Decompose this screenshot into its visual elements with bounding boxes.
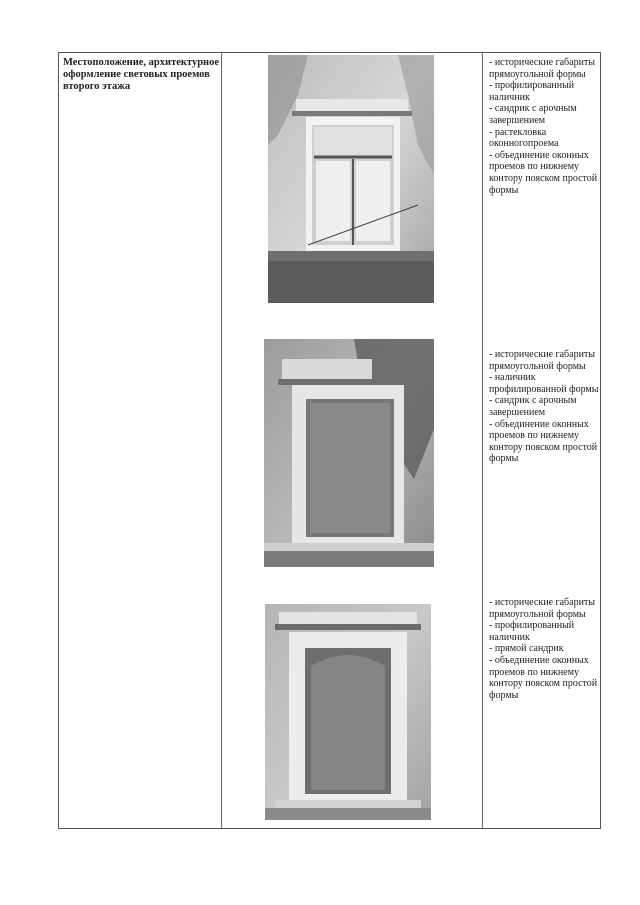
description-item: - растекловка оконногопроема <box>489 126 559 150</box>
description-item: - исторические габариты прямоугольной формы <box>489 597 596 620</box>
window-photo-3 <box>265 604 431 820</box>
column-divider-2 <box>482 53 483 828</box>
description-item: - сандрик с арочным завершением <box>489 103 577 126</box>
description-item: - наличник профилированной формы <box>489 372 599 395</box>
row-header-label: Местоположение, архитектурное оформление световых проемов второго этажа <box>63 57 220 92</box>
description-item: - сандрик с арочным завершением <box>489 395 577 418</box>
window-photo-2 <box>264 339 434 567</box>
description-list-3 <box>489 597 601 701</box>
architecture-table <box>58 52 601 829</box>
description-item: - профилированный наличник <box>489 620 575 643</box>
description-item: - объединение оконных проемов по нижнему контору пояском простой формы <box>489 149 598 196</box>
window-photo-1 <box>268 55 434 303</box>
description-item: - исторические габариты прямоугольной формы <box>489 349 596 372</box>
description-item: - объединение оконных проемов по нижнему контору пояском простой формы <box>489 418 598 465</box>
description-item: - объединение оконных проемов по нижнему контору пояском простой формы <box>489 654 598 701</box>
description-list-1 <box>489 57 601 196</box>
description-item: - исторические габариты прямоугольной формы <box>489 57 596 80</box>
description-item: - профилированный наличник <box>489 80 575 103</box>
description-item: - прямой сандрик <box>489 643 564 655</box>
column-divider-1 <box>221 53 222 828</box>
description-list-2 <box>489 349 601 465</box>
